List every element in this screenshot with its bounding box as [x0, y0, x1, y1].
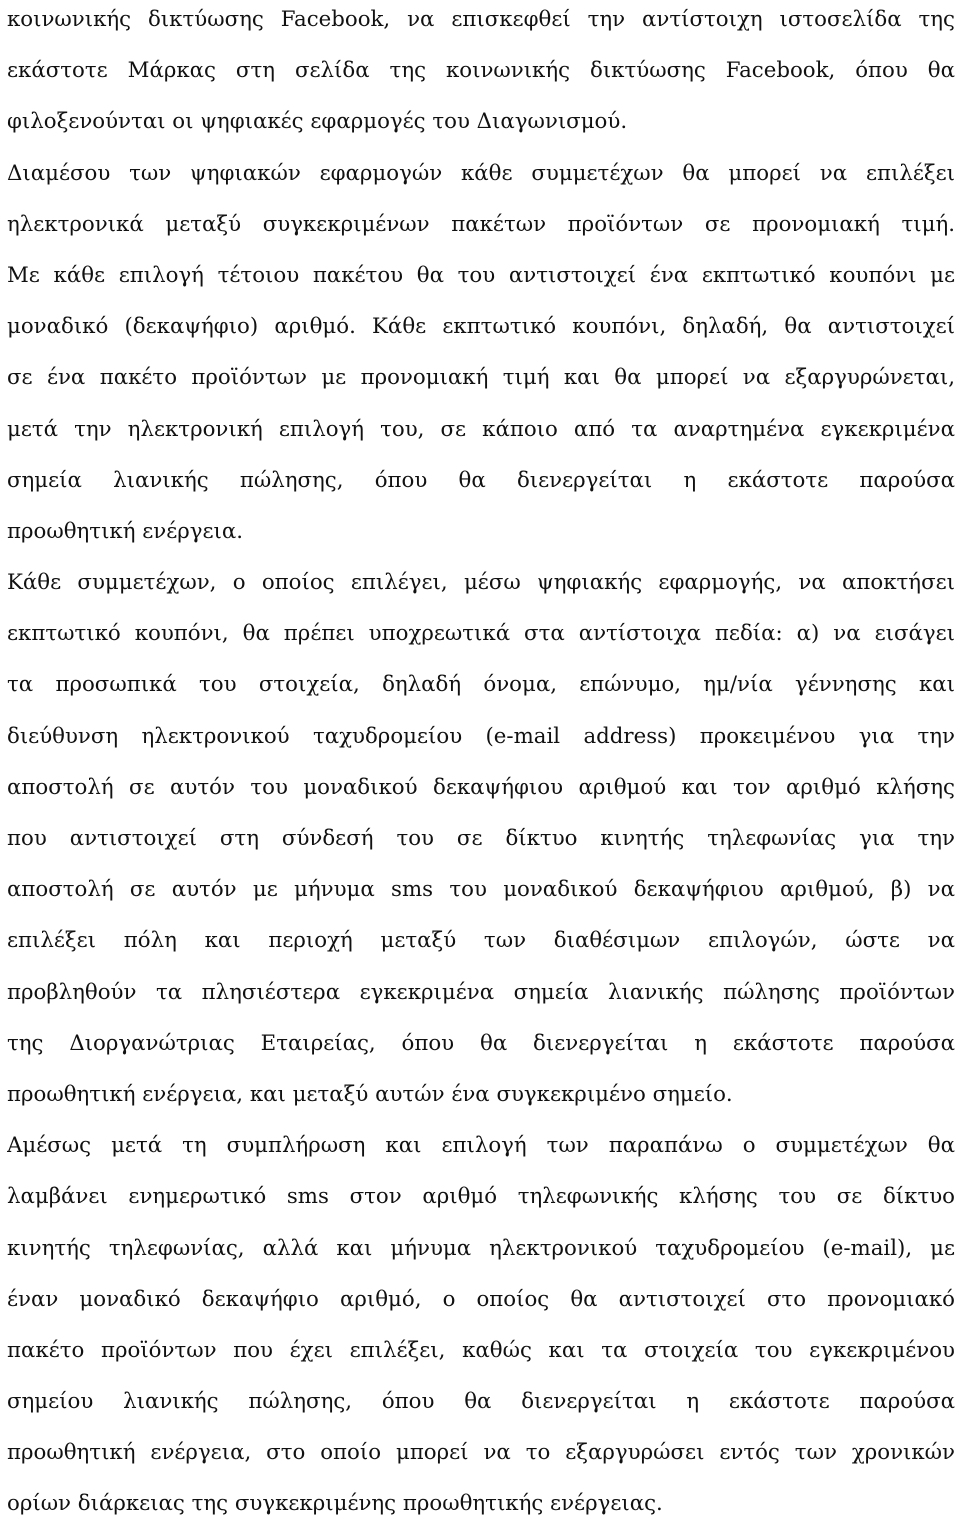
text-line: έναν μοναδικό δεκαψήφιο αριθμό, ο οποίος θα αντιστοιχεί στο προνομιακό: [7, 1286, 955, 1312]
paragraph-2: [7, 148, 955, 558]
text-line: πακέτο προϊόντων που έχει επιλέξει, καθώς και τα στοιχεία του εγκεκριμένου: [7, 1337, 955, 1363]
text-line: Αμέσως μετά τη συμπλήρωση και επιλογή των παραπάνω ο συμμετέχων θα: [7, 1133, 955, 1159]
text-line: αποστολή σε αυτόν με μήνυμα sms του μοναδικού δεκαψήφιου αριθμού, β) να: [7, 877, 955, 903]
text-line: προωθητική ενέργεια, και μεταξύ αυτών ένα συγκεκριμένο σημείο.: [7, 1081, 733, 1107]
text-line: προβληθούν τα πλησιέστερα εγκεκριμένα σημεία λιανικής πώλησης προϊόντων: [7, 979, 955, 1005]
text-line: τα προσωπικά του στοιχεία, δηλαδή όνομα, επώνυμο, ημ/νία γέννησης και: [7, 672, 955, 698]
text-line: κινητής τηλεφωνίας, αλλά και μήνυμα ηλεκτρονικού ταχυδρομείου (e-mail), με: [7, 1235, 955, 1261]
text-line: σε ένα πακέτο προϊόντων με προνομιακή τιμή και θα μπορεί να εξαργυρώνεται,: [7, 365, 955, 391]
text-line: σημείου λιανικής πώλησης, όπου θα διενεργείται η εκάστοτε παρούσα: [7, 1389, 955, 1415]
text-line: ηλεκτρονικά μεταξύ συγκεκριμένων πακέτων προϊόντων σε προνομιακή τιμή.: [7, 211, 955, 237]
text-line: διεύθυνση ηλεκτρονικού ταχυδρομείου (e-mail address) προκειμένου για την: [7, 723, 955, 749]
text-line: εκάστοτε Μάρκας στη σελίδα της κοινωνικής δικτύωσης Facebook, όπου θα: [7, 58, 955, 84]
text-line: που αντιστοιχεί στη σύνδεσή του σε δίκτυο κινητής τηλεφωνίας για την: [7, 826, 955, 851]
text-line: Διαμέσου των ψηφιακών εφαρμογών κάθε συμμετέχων θα μπορεί να επιλέξει: [7, 160, 955, 186]
text-line: Κάθε συμμετέχων, ο οποίος επιλέγει, μέσω ψηφιακής εφαρμογής, να αποκτήσει: [7, 570, 955, 596]
text-line: αποστολή σε αυτόν του μοναδικού δεκαψήφιου αριθμού και τον αριθμό κλήσης: [7, 774, 955, 800]
text-line: φιλοξενούνται οι ψηφιακές εφαρμογές του Διαγωνισμού.: [7, 109, 628, 135]
text-line: Με κάθε επιλογή τέτοιου πακέτου θα του αντιστοιχεί ένα εκπτωτικό κουπόνι με: [7, 262, 955, 288]
paragraph-3: [7, 557, 955, 1120]
text-line: σημεία λιανικής πώλησης, όπου θα διενεργείται η εκάστοτε παρούσα: [7, 467, 955, 493]
text-line: κοινωνικής δικτύωσης Facebook, να επισκεφθεί την αντίστοιχη ιστοσελίδα της: [7, 7, 955, 32]
text-line: προωθητική ενέργεια, στο οποίο μπορεί να το εξαργυρώσει εντός των χρονικών: [7, 1440, 955, 1466]
text-line: της Διοργανώτριας Εταιρείας, όπου θα διενεργείται η εκάστοτε παρούσα: [7, 1030, 955, 1056]
paragraph-1: [7, 0, 955, 148]
text-line: επιλέξει πόλη και περιοχή μεταξύ των διαθέσιμων επιλογών, ώστε να: [7, 928, 955, 954]
text-line: λαμβάνει ενημερωτικό sms στον αριθμό τηλεφωνικής κλήσης του σε δίκτυο: [7, 1184, 955, 1210]
text-line: ορίων διάρκειας της συγκεκριμένης προωθητικής ενέργειας.: [7, 1491, 663, 1517]
document-page: [7, 0, 955, 1530]
text-line: εκπτωτικό κουπόνι, θα πρέπει υποχρεωτικά στα αντίστοιχα πεδία: α) να εισάγει: [7, 621, 955, 647]
paragraph-4: [7, 1120, 955, 1530]
text-line: μοναδικό (δεκαψήφιο) αριθμό. Κάθε εκπτωτικό κουπόνι, δηλαδή, θα αντιστοιχεί: [7, 314, 955, 340]
text-line: μετά την ηλεκτρονική επιλογή του, σε κάποιο από τα αναρτημένα εγκεκριμένα: [7, 416, 955, 442]
text-line: προωθητική ενέργεια.: [7, 518, 244, 544]
